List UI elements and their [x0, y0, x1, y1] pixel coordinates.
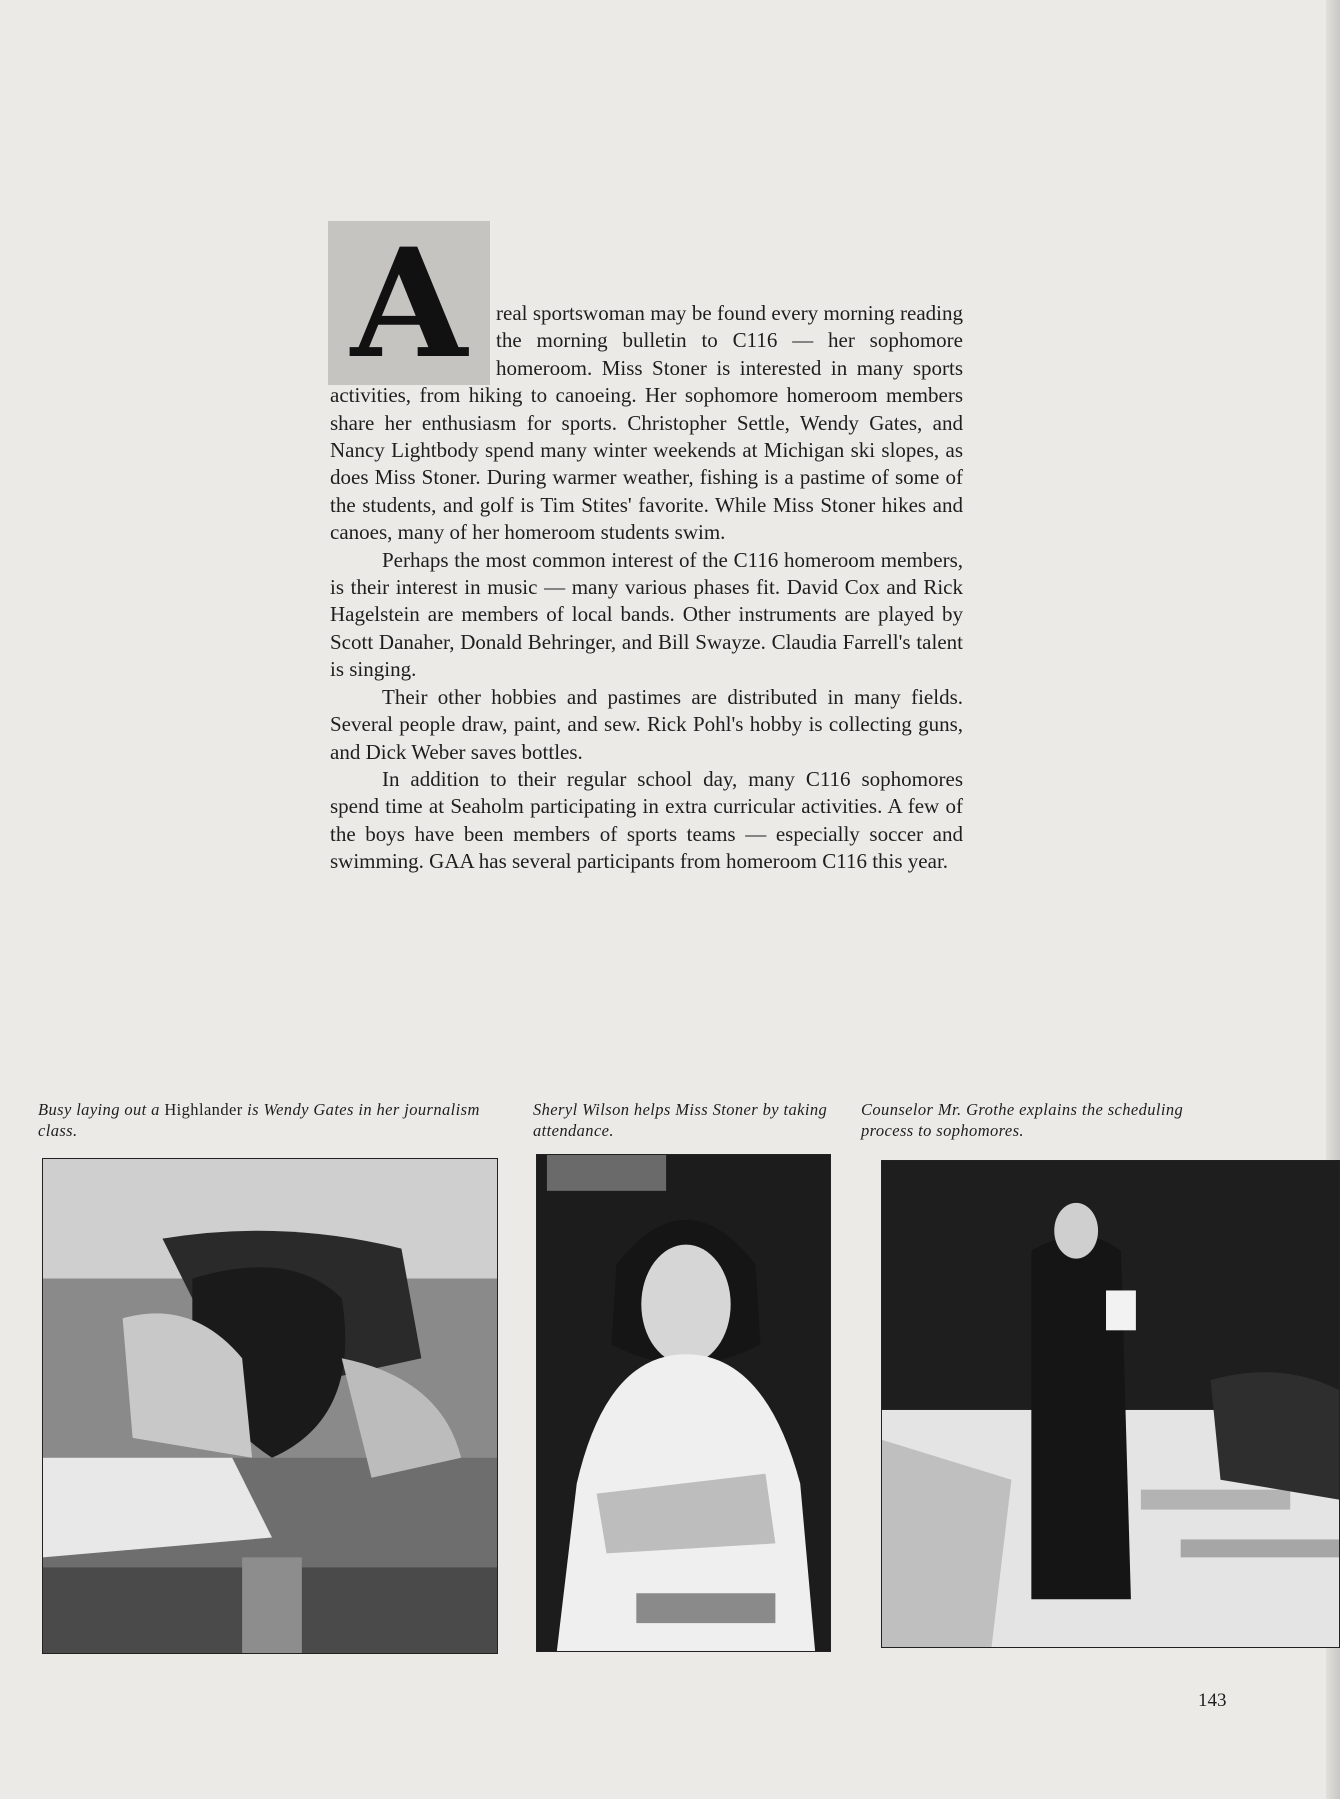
article-paragraph-4: In addition to their regular school day, many C116 sophomores spend time at Seaholm participating in extra curricular activities. A few of the boys have been members of sports teams — especially soccer and swimming. GAA has several participants from homeroom C116 this year.	[330, 766, 963, 874]
page-number: 143	[1198, 1690, 1227, 1711]
photo-caption-2: Sheryl Wilson helps Miss Stoner by taking attendance.	[533, 1100, 828, 1140]
article-body	[330, 300, 963, 876]
photo-sheryl-wilson	[536, 1154, 831, 1652]
photo-mr-grothe	[881, 1160, 1340, 1648]
photo-caption-1: Busy laying out a Highlander is Wendy Gates in her journalism class.	[38, 1100, 480, 1140]
photo-wendy-gates	[42, 1158, 498, 1654]
photo-caption-3: Counselor Mr. Grothe explains the scheduling process to sophomores.	[861, 1100, 1184, 1140]
article-paragraph-1: real sportswoman may be found every morning reading the morning bulletin to C116 — her sophomore homeroom. Miss Stoner is interested in many sports activities, from hiking to canoeing. Her sophomore homeroom members share her enthusiasm for sports. Christopher Settle, Wendy Gates, and Nancy Lightbody spend many winter weekends at Michigan ski slopes, as does Miss Stoner. During warmer weather, fishing is a pastime of some of the students, and golf is Tim Stites' favorite. While Miss Stoner hikes and canoes, many of her homeroom students swim.	[330, 301, 963, 545]
drop-cap-letter: A	[350, 216, 468, 392]
article-paragraph-3: Their other hobbies and pastimes are distributed in many fields. Several people draw, paint, and sew. Rick Pohl's hobby is collecting guns, and Dick Weber saves bottles.	[330, 684, 963, 764]
article-paragraph-2: Perhaps the most common interest of the C116 homeroom members, is their interest in music — many various phases fit. David Cox and Rick Hagelstein are members of local bands. Other instruments are played by Scott Danaher, Donald Behringer, and Bill Swayze. Claudia Farrell's talent is singing.	[330, 547, 963, 682]
